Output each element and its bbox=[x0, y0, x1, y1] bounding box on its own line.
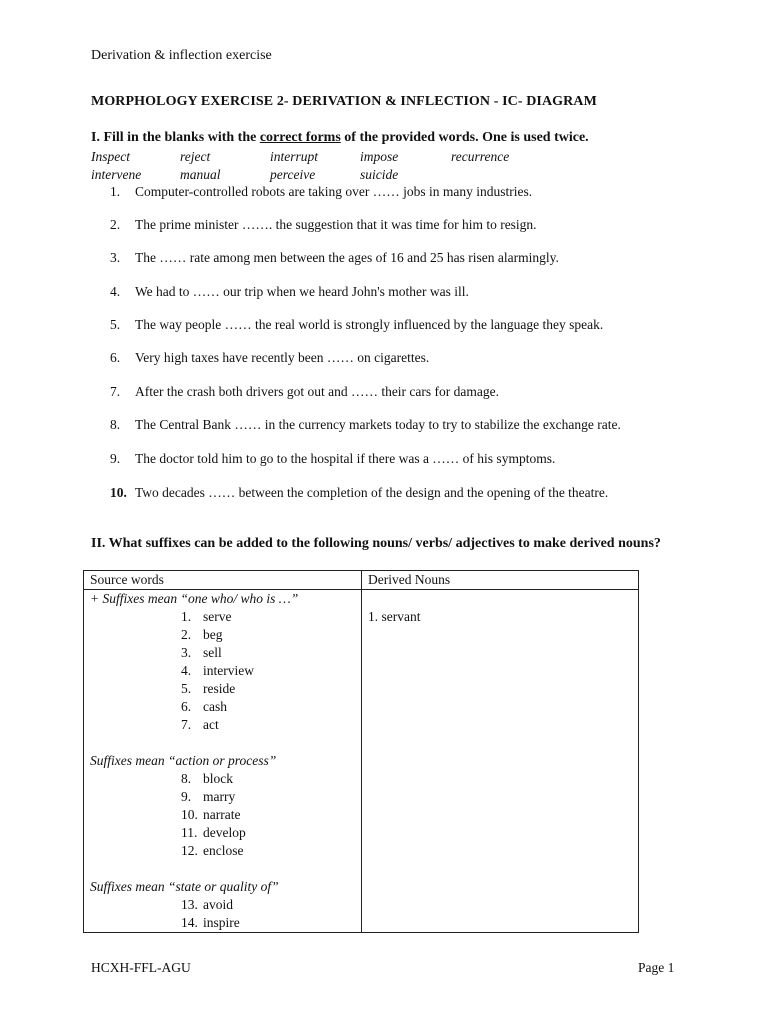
list-item: 10. narrate bbox=[181, 807, 241, 822]
question-text: The prime minister ……. the suggestion that it was time for him to resign. bbox=[135, 217, 537, 232]
document-title: Derivation & inflection exercise bbox=[91, 48, 272, 63]
question-text: Two decades …… between the completion of the design and the opening of the theatre. bbox=[135, 485, 609, 500]
question-item bbox=[110, 217, 537, 233]
list-item: 13. avoid bbox=[181, 897, 233, 912]
word-bank-item: suicide bbox=[360, 167, 399, 182]
question-item bbox=[110, 250, 559, 266]
answer-example: 1. servant bbox=[368, 609, 421, 624]
list-item: 2. beg bbox=[181, 627, 223, 642]
instruction-underlined: correct forms bbox=[259, 130, 341, 145]
group-label: + Suffixes mean “one who/ who is …” bbox=[90, 591, 299, 606]
question-item bbox=[110, 317, 603, 333]
question-number: 2. bbox=[110, 217, 121, 232]
header-source-words: Source words bbox=[84, 571, 362, 590]
question-number: 3. bbox=[110, 250, 121, 265]
list-item: 7. act bbox=[181, 717, 219, 732]
question-text: Very high taxes have recently been …… on cigarettes. bbox=[135, 350, 430, 365]
question-text: The …… rate among men between the ages of 16 and 25 has risen alarmingly. bbox=[135, 250, 559, 265]
word-bank-item: interrupt bbox=[270, 149, 319, 164]
word-bank-item: recurrence bbox=[451, 149, 510, 164]
word-bank-item: reject bbox=[180, 149, 211, 164]
list-item: 14. inspire bbox=[181, 915, 240, 930]
question-item bbox=[110, 485, 608, 501]
spacer bbox=[90, 734, 355, 752]
question-number: 8. bbox=[110, 417, 121, 432]
word-bank-item: perceive bbox=[270, 167, 316, 182]
question-number: 5. bbox=[110, 317, 121, 332]
question-item bbox=[110, 350, 429, 366]
question-text: The doctor told him to go to the hospital if there was a …… of his symptoms. bbox=[135, 451, 556, 466]
table-body-row bbox=[84, 590, 639, 933]
question-number: 6. bbox=[110, 350, 121, 365]
question-number: 7. bbox=[110, 384, 121, 399]
question-number: 10. bbox=[110, 485, 127, 500]
derived-nouns-cell bbox=[362, 590, 639, 933]
question-item bbox=[110, 384, 499, 400]
list-item: 6. cash bbox=[181, 699, 227, 714]
section2-instruction: II. What suffixes can be added to the following nouns/ verbs/ adjectives to make derived nouns? bbox=[91, 536, 661, 551]
question-text: The way people …… the real world is strongly influenced by the language they speak. bbox=[135, 317, 604, 332]
group-label: Suffixes mean “state or quality of” bbox=[90, 879, 279, 894]
word-bank-item: Inspect bbox=[91, 149, 130, 164]
spacer bbox=[90, 860, 355, 878]
footer-code: HCXH-FFL-AGU bbox=[91, 960, 191, 975]
question-text: We had to …… our trip when we heard John's mother was ill. bbox=[135, 284, 469, 299]
table-header-row bbox=[84, 571, 639, 590]
list-item: 3. sell bbox=[181, 645, 222, 660]
list-item: 12. enclose bbox=[181, 843, 244, 858]
question-number: 9. bbox=[110, 451, 121, 466]
source-words-cell bbox=[84, 590, 362, 933]
word-bank-item: impose bbox=[360, 149, 399, 164]
question-text: Computer-controlled robots are taking over …… jobs in many industries. bbox=[135, 184, 533, 199]
question-item bbox=[110, 451, 555, 467]
word-bank-item: manual bbox=[180, 167, 221, 182]
question-item bbox=[110, 284, 469, 300]
page-number: Page 1 bbox=[638, 960, 675, 975]
instruction-prefix: I. Fill in the blanks with the bbox=[91, 130, 260, 145]
suffix-table bbox=[83, 570, 639, 933]
question-number: 1. bbox=[110, 184, 121, 199]
word-bank-item: intervene bbox=[91, 167, 142, 182]
section1-instruction bbox=[91, 130, 589, 146]
list-item: 4. interview bbox=[181, 663, 254, 678]
question-number: 4. bbox=[110, 284, 121, 299]
list-item: 11. develop bbox=[181, 825, 246, 840]
group-label: Suffixes mean “action or process” bbox=[90, 753, 277, 768]
list-item: 9. marry bbox=[181, 789, 236, 804]
question-text: The Central Bank …… in the currency markets today to try to stabilize the exchange rate. bbox=[135, 417, 621, 432]
list-item: 5. reside bbox=[181, 681, 236, 696]
question-item bbox=[110, 184, 532, 200]
list-item: 8. block bbox=[181, 771, 233, 786]
list-item: 1. serve bbox=[181, 609, 232, 624]
exercise-heading: MORPHOLOGY EXERCISE 2- DERIVATION & INFLECTION - IC- DIAGRAM bbox=[91, 94, 597, 109]
header-derived-nouns: Derived Nouns bbox=[362, 571, 639, 590]
question-text: After the crash both drivers got out and …… their cars for damage. bbox=[135, 384, 500, 399]
question-item bbox=[110, 417, 621, 433]
instruction-suffix: of the provided words. One is used twice. bbox=[340, 130, 589, 145]
